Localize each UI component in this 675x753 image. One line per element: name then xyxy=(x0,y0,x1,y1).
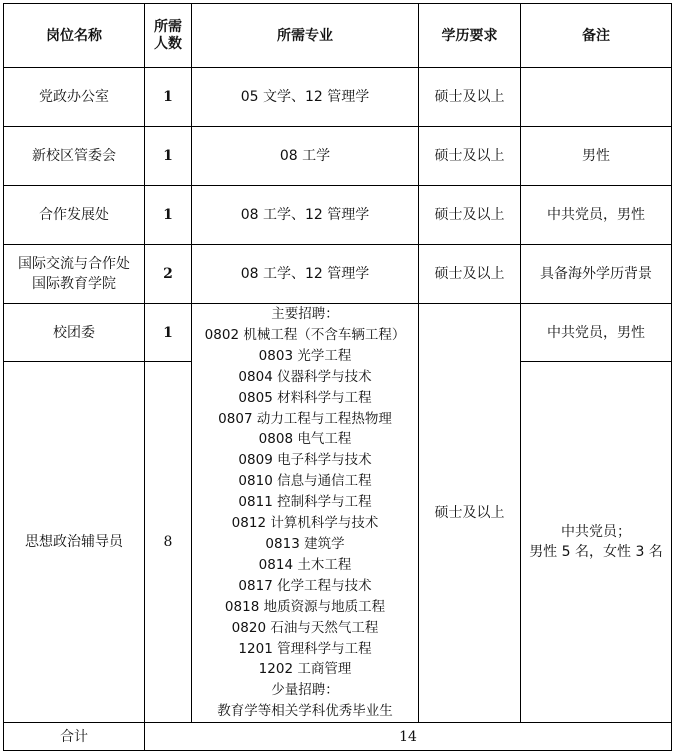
major-list-item: 1201 管理科学与工程 xyxy=(238,640,372,657)
remark-cell xyxy=(521,362,672,723)
major-cell: 05 文学、12 管理学 xyxy=(192,68,419,127)
education-cell: 硕士及以上 xyxy=(419,127,521,186)
position-cell xyxy=(4,245,145,304)
major-cell: 08 工学 xyxy=(192,127,419,186)
major-list-item: 教育学等相关学科优秀毕业生 xyxy=(217,703,393,720)
major-list-item: 0811 控制科学与工程 xyxy=(238,494,372,511)
count-cell: 1 xyxy=(145,127,192,186)
table-row xyxy=(4,304,672,362)
major-list-item: 0814 土木工程 xyxy=(258,556,352,573)
major-list-item: 0813 建筑学 xyxy=(265,535,345,552)
education-cell: 硕士及以上 xyxy=(419,245,521,304)
header-remark: 备注 xyxy=(521,4,672,68)
remark-cell: 中共党员，男性 xyxy=(521,186,672,245)
count-cell: 1 xyxy=(145,68,192,127)
position-line1: 国际交流与合作处 xyxy=(18,256,130,272)
position-cell: 新校区管委会 xyxy=(4,127,145,186)
table-row xyxy=(4,68,672,127)
education-cell: 硕士及以上 xyxy=(419,186,521,245)
header-count-line2: 人数 xyxy=(154,35,182,52)
major-list-item: 0818 地质资源与地质工程 xyxy=(224,598,386,615)
position-cell: 校团委 xyxy=(4,304,145,362)
header-count xyxy=(145,4,192,68)
table-row xyxy=(4,186,672,245)
total-value: 14 xyxy=(145,723,672,751)
major-list-item: 主要招聘： xyxy=(271,306,339,322)
header-position: 岗位名称 xyxy=(4,4,145,68)
remark-cell: 中共党员，男性 xyxy=(521,304,672,362)
count-cell: 2 xyxy=(145,245,192,304)
major-list-item: 1202 工商管理 xyxy=(258,661,352,678)
header-major: 所需专业 xyxy=(192,4,419,68)
count-cell: 1 xyxy=(145,186,192,245)
remark-cell: 男性 xyxy=(521,127,672,186)
remark-cell xyxy=(521,68,672,127)
header-row xyxy=(4,4,672,68)
major-list-item: 0810 信息与通信工程 xyxy=(238,473,372,490)
remark-line1: 中共党员； xyxy=(561,524,631,541)
shared-education-cell: 硕士及以上 xyxy=(419,304,521,723)
major-list-item: 0802 机械工程（不含车辆工程） xyxy=(204,326,406,343)
position-cell: 党政办公室 xyxy=(4,68,145,127)
header-education: 学历要求 xyxy=(419,4,521,68)
major-list-item: 少量招聘： xyxy=(271,682,339,699)
major-list-item: 0820 石油与天然气工程 xyxy=(231,619,379,636)
position-line2: 国际教育学院 xyxy=(32,276,116,292)
position-cell: 合作发展处 xyxy=(4,186,145,245)
header-count-line1: 所需 xyxy=(154,18,182,35)
total-label: 合计 xyxy=(4,723,145,751)
major-list-item: 0803 光学工程 xyxy=(258,347,352,364)
count-cell: 1 xyxy=(145,304,192,362)
count-cell: 8 xyxy=(145,362,192,723)
major-list-item: 0812 计算机科学与技术 xyxy=(231,515,379,532)
position-cell: 思想政治辅导员 xyxy=(4,362,145,723)
major-list-item: 0817 化学工程与技术 xyxy=(238,577,372,594)
major-list-item: 0809 电子科学与技术 xyxy=(238,452,372,469)
total-row xyxy=(4,723,672,751)
recruitment-table xyxy=(3,3,672,751)
major-cell: 08 工学、12 管理学 xyxy=(192,245,419,304)
major-list-item: 0805 材料科学与工程 xyxy=(238,389,372,406)
education-cell: 硕士及以上 xyxy=(419,68,521,127)
major-list-item: 0807 动力工程与工程热物理 xyxy=(218,410,392,427)
major-list-item: 0808 电气工程 xyxy=(258,431,352,448)
table-row xyxy=(4,245,672,304)
remark-line2: 男性 5 名，女性 3 名 xyxy=(529,544,663,561)
major-cell: 08 工学、12 管理学 xyxy=(192,186,419,245)
remark-cell: 具备海外学历背景 xyxy=(521,245,672,304)
major-list-item: 0804 仪器科学与技术 xyxy=(238,368,372,385)
table-row xyxy=(4,127,672,186)
shared-major-cell xyxy=(192,304,419,723)
